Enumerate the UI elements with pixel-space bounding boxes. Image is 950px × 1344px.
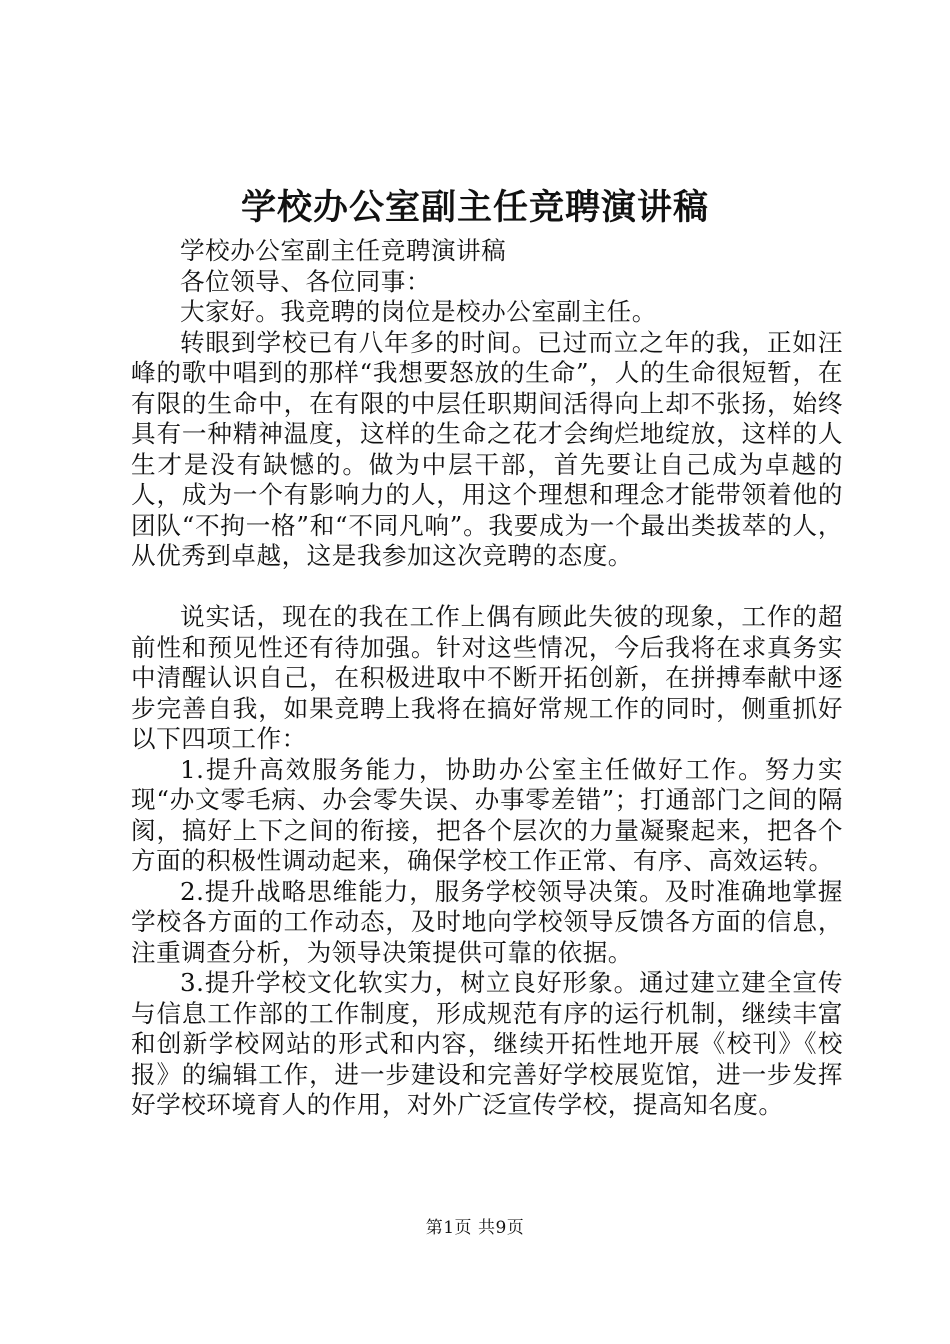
- paragraph-salutation: 各位领导、各位同事：: [180, 266, 431, 296]
- document-body: [131, 236, 843, 1121]
- page-number-footer: 第1页 共9页: [425, 1218, 525, 1238]
- paragraph-item-2: 2.提升战略思维能力，服务学校领导决策。及时准确地掌握学校各方面的工作动态，及时地向学校领导反馈各方面的信息，注重调查分析，为领导决策提供可靠的依据。: [131, 876, 843, 967]
- paragraph-item-3: 3.提升学校文化软实力，树立良好形象。通过建立建全宣传与信息工作部的工作制度，形成规范有序的运行机制，继续丰富和创新学校网站的形式和内容，继续开拓性地开展《校刊》《校报》的编辑工作，进一步建设和完善好学校展览馆，进一步发挥好学校环境育人的作用，对外广泛宣传学校，提高知名度。: [131, 968, 843, 1119]
- paragraph-self-assessment: 说实话，现在的我在工作上偶有顾此失彼的现象，工作的超前性和预见性还有待加强。针对这些情况，今后我将在求真务实中清醒认识自己，在积极进取中不断开拓创新，在拼搏奉献中逐步完善自我，如果竞聘上我将在搞好常规工作的同时，侧重抓好以下四项工作：: [131, 602, 843, 753]
- paragraph-introduction: 转眼到学校已有八年多的时间。已过而立之年的我，正如汪峰的歌中唱到的那样“我想要怒放的生命”，人的生命很短暂，在有限的生命中，在有限的中层任职期间活得向上却不张扬，始终具有一种精神温度，这样的生命之花才会绚烂地绽放，这样的人生才是没有缺憾的。做为中层干部，首先要让自己成为卓越的人，成为一个有影响力的人，用这个理想和理念才能带领着他的团队“不拘一格”和“不同凡响”。我要成为一个最出类拔萃的人，从优秀到卓越，这是我参加这次竞聘的态度。: [131, 327, 843, 570]
- paragraph-spacer: [131, 572, 843, 603]
- paragraph-greeting: 大家好。我竞聘的岗位是校办公室副主任。: [180, 297, 657, 326]
- paragraph-subtitle: 学校办公室副主任竞聘演讲稿: [180, 236, 507, 265]
- document-title: 学校办公室副主任竞聘演讲稿: [240, 187, 709, 228]
- paragraph-item-1: 1.提升高效服务能力，协助办公室主任做好工作。努力实现“办文零毛病、办会零失误、办事零差错”；打通部门之间的隔阂，搞好上下之间的衔接，把各个层次的力量凝聚起来，把各个方面的积极性调动起来，确保学校工作正常、有序、高效运转。: [131, 754, 843, 875]
